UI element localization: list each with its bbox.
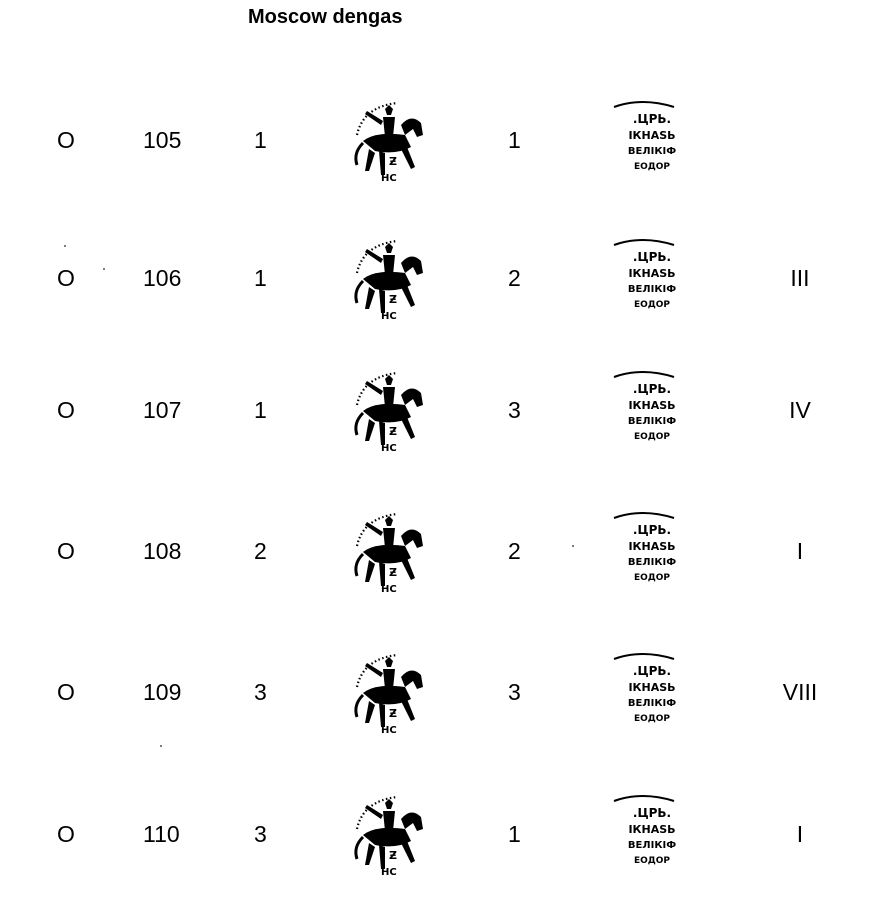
type-cell: O bbox=[57, 265, 75, 291]
obverse-die-number: 2 bbox=[254, 538, 267, 564]
rider-coin-obverse-icon bbox=[345, 506, 437, 598]
reverse-die-number: 3 bbox=[508, 679, 521, 705]
variant-numeral: I bbox=[796, 538, 804, 564]
variant-numeral: VIII bbox=[782, 679, 818, 705]
obverse-die-number: 3 bbox=[254, 679, 267, 705]
catalog-number: 107 bbox=[143, 397, 182, 423]
obverse-die-number: 3 bbox=[254, 821, 267, 847]
rider-coin-obverse-icon bbox=[345, 647, 437, 739]
page-title: Moscow dengas bbox=[248, 6, 403, 28]
obverse-die-number: 1 bbox=[254, 127, 267, 153]
rider-coin-obverse-icon bbox=[345, 365, 437, 457]
inscription-coin-reverse-icon bbox=[592, 791, 712, 883]
catalog-number: 108 bbox=[143, 538, 182, 564]
rider-coin-obverse-icon bbox=[345, 789, 437, 881]
type-cell: O bbox=[57, 679, 75, 705]
catalog-number: 109 bbox=[143, 679, 182, 705]
table-row bbox=[0, 446, 896, 566]
inscription-coin-reverse-icon bbox=[592, 649, 712, 741]
type-cell: O bbox=[57, 397, 75, 423]
reverse-die-number: 3 bbox=[508, 397, 521, 423]
table-row bbox=[0, 729, 896, 849]
catalog-number: 105 bbox=[143, 127, 182, 153]
reverse-die-number: 2 bbox=[508, 538, 521, 564]
reverse-die-number: 2 bbox=[508, 265, 521, 291]
variant-numeral: I bbox=[796, 821, 804, 847]
obverse-die-number: 1 bbox=[254, 265, 267, 291]
table-row bbox=[0, 587, 896, 707]
obverse-die-number: 1 bbox=[254, 397, 267, 423]
type-cell: O bbox=[57, 821, 75, 847]
reverse-die-number: 1 bbox=[508, 821, 521, 847]
table-row bbox=[0, 35, 896, 155]
table-row bbox=[0, 173, 896, 293]
reverse-die-number: 1 bbox=[508, 127, 521, 153]
type-cell: O bbox=[57, 538, 75, 564]
catalog-number: 106 bbox=[143, 265, 182, 291]
table-row bbox=[0, 305, 896, 425]
type-cell: O bbox=[57, 127, 75, 153]
variant-numeral: IV bbox=[789, 397, 811, 423]
catalog-number: 110 bbox=[143, 821, 180, 847]
variant-numeral: III bbox=[790, 265, 810, 291]
